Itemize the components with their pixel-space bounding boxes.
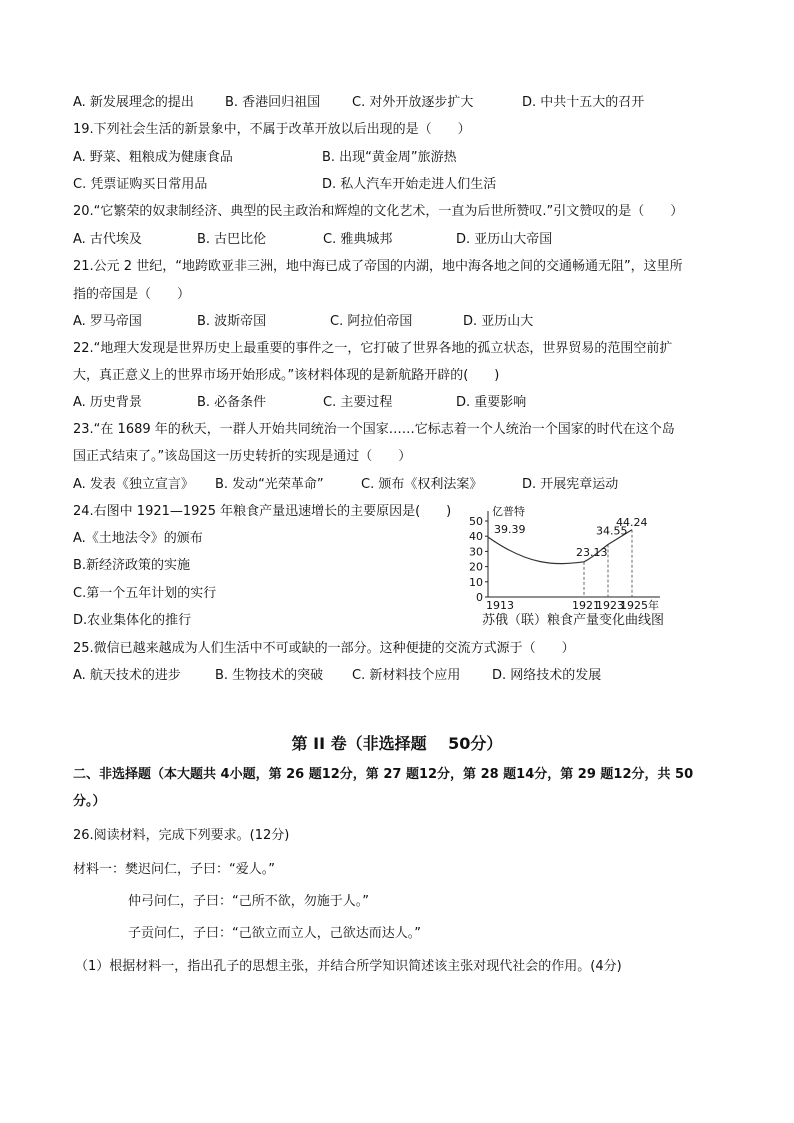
q21-option-a: A. 罗马帝国 — [73, 314, 142, 329]
chart-y-tick-label: 10 — [469, 575, 483, 589]
q23-stem-line1: 23.“在 1689 年的秋天，一群人开始共同统治一个国家……它标志着一个人统治一个国家的时代在这个岛 — [73, 422, 675, 437]
q23-option-b: B. 发动“光荣革命” — [215, 477, 324, 492]
q26-material-line1: 材料一：樊迟问仁，子曰：“爱人。” — [73, 862, 275, 877]
chart-x-tick-label: 1923 — [596, 599, 624, 612]
q18-option-b: B. 香港回归祖国 — [225, 95, 321, 110]
q19-option-b: B. 出现“黄金周”旅游热 — [322, 150, 457, 165]
q25-stem: 25.微信已越来越成为人们生活中不可或缺的一部分。这种便捷的交流方式源于（ ） — [73, 641, 575, 656]
chart-x-tick-label: 1925年 — [620, 599, 659, 612]
part2-title: 第 II 卷（非选择题 50分） — [291, 734, 503, 753]
chart-data-labels — [494, 516, 648, 559]
q21-stem-line1: 21.公元 2 世纪，“地跨欧亚非三洲，地中海已成了帝国的内湖，地中海各地之间的交通畅通无阻”，这里所 — [73, 259, 683, 274]
part2-heading-line2: 分。） — [73, 794, 106, 809]
q24-option-b: B.新经济政策的实施 — [73, 558, 191, 573]
q23-option-c: C. 颁布《权利法案》 — [361, 477, 483, 492]
grain-output-line-chart — [460, 503, 680, 613]
q20-option-b: B. 古巴比伦 — [197, 232, 267, 247]
q20-option-c: C. 雅典城邦 — [323, 232, 393, 247]
q23-option-d: D. 开展宪章运动 — [522, 477, 619, 492]
q19-stem: 19.下列社会生活的新景象中，不属于改革开放以后出现的是（ ） — [73, 122, 471, 137]
q24-stem: 24.右图中 1921—1925 年粮食产量迅速增长的主要原因是( ) — [73, 504, 452, 519]
chart-x-ticks — [486, 598, 659, 612]
q22-option-b: B. 必备条件 — [197, 395, 267, 410]
q23-stem-line2: 国正式结束了。”该岛国这一历史转折的实现是通过（ ） — [73, 449, 412, 464]
chart-data-label: 44.24 — [616, 515, 648, 529]
q21-option-b: B. 波斯帝国 — [197, 314, 267, 329]
chart-data-label: 34.55 — [596, 524, 628, 538]
part2-heading-line1: 二、非选择题（本大题共 4小题，第 26 题12分，第 27 题12分，第 28 题14分，第 29 题12分，共 50 — [73, 767, 694, 782]
q23-option-a: A. 发表《独立宣言》 — [73, 477, 194, 492]
chart-y-tick-label: 50 — [469, 515, 483, 528]
q22-option-d: D. 重要影响 — [456, 395, 527, 410]
q22-stem-line1: 22.“地理大发现是世界历史上最重要的事件之一，它打破了世界各地的孤立状态，世界贸易的范围空前扩 — [73, 341, 673, 356]
q19-option-d: D. 私人汽车开始走进人们生活 — [322, 177, 497, 192]
chart-x-tick-label: 1921 — [572, 599, 600, 612]
q20-option-d: D. 亚历山大帝国 — [456, 232, 553, 247]
q26-material-line2: 仲弓问仁，子曰：“己所不欲，勿施于人。” — [128, 894, 369, 909]
chart-x-tick-label: 1913 — [486, 599, 514, 612]
chart-y-ticks — [469, 515, 488, 604]
q26-sub1: （1）根据材料一，指出孔子的思想主张，并结合所学知识简述该主张对现代社会的作用。(4分) — [75, 959, 622, 974]
q25-option-d: D. 网络技术的发展 — [492, 668, 602, 683]
q25-option-a: A. 航天技术的进步 — [73, 668, 181, 683]
q24-option-a: A.《土地法令》的颁布 — [73, 531, 203, 546]
chart-title: 苏俄（联）粮食产量变化曲线图 — [482, 613, 665, 628]
chart-y-tick-label: 20 — [469, 560, 483, 574]
q20-option-a: A. 古代埃及 — [73, 232, 142, 247]
q26-stem: 26.阅读材料，完成下列要求。(12分) — [73, 828, 290, 843]
chart-y-tick-label: 40 — [469, 530, 483, 544]
chart-guide-lines — [584, 530, 632, 597]
q21-option-c: C. 阿拉伯帝国 — [330, 314, 413, 329]
chart-y-tick-label: 0 — [476, 591, 483, 604]
q25-option-b: B. 生物技术的突破 — [215, 668, 324, 683]
q22-option-a: A. 历史背景 — [73, 395, 142, 410]
q21-stem-line2: 指的帝国是（ ） — [73, 287, 191, 302]
q22-stem-line2: 大，真正意义上的世界市场开始形成。”该材料体现的是新航路开辟的( ) — [73, 368, 500, 383]
q22-option-c: C. 主要过程 — [323, 395, 393, 410]
chart-data-label: 23.13 — [576, 545, 608, 559]
q21-option-d: D. 亚历山大 — [463, 314, 534, 329]
q18-option-a: A. 新发展理念的提出 — [73, 95, 194, 110]
q18-option-d: D. 中共十五大的召开 — [522, 95, 645, 110]
q25-option-c: C. 新材料技个应用 — [352, 668, 461, 683]
q19-option-a: A. 野菜、粗粮成为健康食品 — [73, 150, 233, 165]
q19-option-c: C. 凭票证购买日常用品 — [73, 177, 208, 192]
q26-material-line3: 子贡问仁，子曰：“己欲立而立人，己欲达而达人。” — [128, 926, 421, 941]
chart-data-label: 39.39 — [494, 523, 526, 537]
q24-option-d: D.农业集体化的推行 — [73, 613, 192, 628]
q24-option-c: C.第一个五年计划的实行 — [73, 586, 217, 601]
chart-y-axis-label: 亿普特 — [492, 505, 525, 518]
q20-stem: 20.“它繁荣的奴隶制经济、典型的民主政治和辉煌的文化艺术，一直为后世所赞叹.”引文赞叹的是（ ） — [73, 204, 684, 219]
chart-y-tick-label: 30 — [469, 545, 483, 559]
q18-option-c: C. 对外开放逐步扩大 — [352, 95, 474, 110]
